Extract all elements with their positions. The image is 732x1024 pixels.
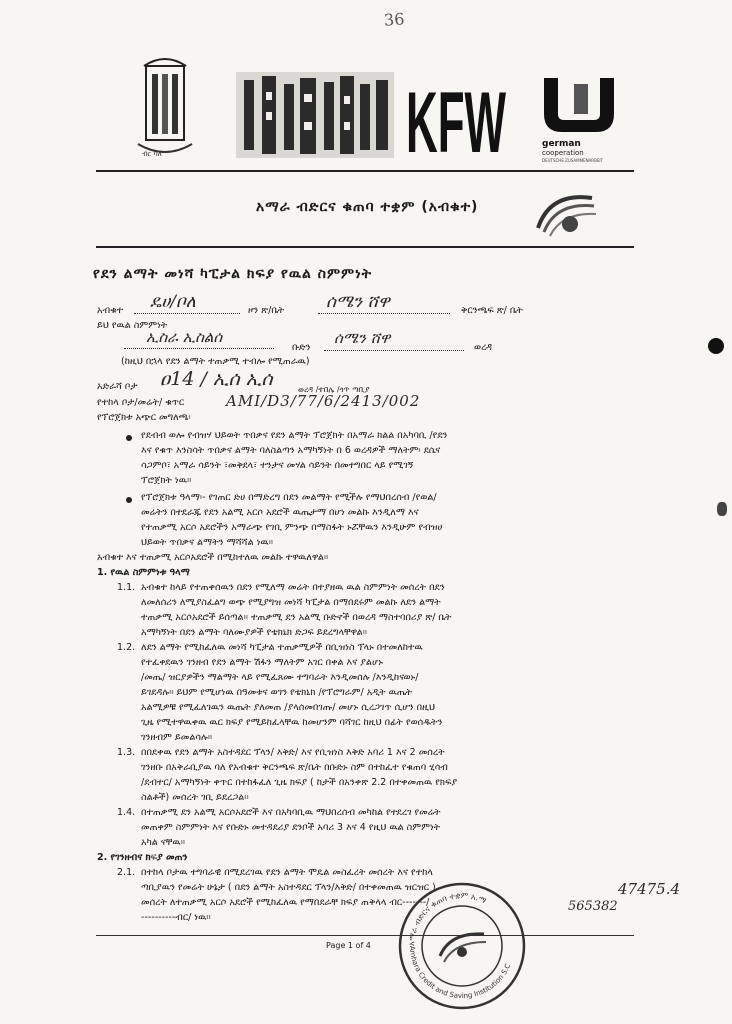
kfw-logo	[406, 70, 506, 160]
bullet1-line3: ሳጋምቦ፣ አማራ ሳይንት ፣መቅደላ፣ ተንታና መሃል ሳይንት በመተግበር ላይ የሚገኝ	[141, 460, 414, 471]
field-group-value: ሰሜን ሸዋ	[334, 329, 391, 347]
clause-line: /መጤ/ ዝርያዎችን ማልማት ላይ የሚፈጸሙ ተግባራት እንዲመሰሉ /እንዲከናወኑ/	[141, 672, 419, 683]
field-acsi-value: ዴሀ/ቦለ	[150, 292, 196, 312]
building-banner-logo	[236, 72, 394, 158]
page-label: Page 1 of 4	[326, 941, 371, 950]
bullet2-line2: መሬትን በተደራጁ የደን አልሚ አርሶ አደሮች ዉጤታማ በሆነ መልኩ እንዲለማ እና	[141, 507, 419, 518]
field-label-agreement: ይህ የዉል ስምምነት	[97, 320, 168, 331]
bullet1-line4: ፕሮጀክት ነዉ።	[141, 475, 192, 486]
clause-line: ለደን ልማት የሚከፈለዉ መነሻ ካፒታል ተጠቃሚዎች በቢዝነስ ፕላኑ በተመለከተዉ	[141, 642, 423, 653]
field-label-zone: ዞን ጽ/ቤት	[248, 305, 285, 316]
handwritten-amount: 47475.4	[618, 880, 681, 898]
svg-text:DEUTSCHE ZUSAMMENARBEIT: DEUTSCHE ZUSAMMENARBEIT	[542, 158, 603, 163]
bullet1-line2: እና የቁጥ እንስሳት ጥበቃና ልማት ባለስልጣን አማካኝነት በ 6 ወረዳዎች ማለትም፡ ደሴና	[141, 445, 441, 456]
svg-text:ብር ባለ: ብር ባለ	[142, 150, 162, 158]
official-seal-stamp	[396, 880, 528, 1012]
scan-artifact-mark	[708, 338, 724, 354]
clause-number: 2.1.	[117, 867, 136, 878]
clause-line: /ደብተር/ አማካኝነት ቀጥር በተከፋፈለ ጊዜ ክፍያ ( ከታች በአንቀጽ 2.2 በተቀመጠዉ የክፍያ	[141, 777, 458, 788]
footer-divider	[96, 935, 634, 936]
clause-line: ገንዘብም ይመልሳሉ።	[141, 732, 213, 743]
regional-emblem-logo	[134, 52, 196, 164]
field-address-sub: ወረዳ /ተበሌ /ጎጥ ጣቢያ	[298, 385, 370, 394]
clause-line: በበደቀዉ የደን ልማት አስተዳደር ፕላን/ እቅድ/ እና የቢዝነስ እቅድ አባሪ 1 እና 2 መሰረት	[141, 747, 445, 758]
clause-number: 1.3.	[117, 747, 136, 758]
clause-line: ጊዜ የሚተዋዉቀዉ ዉር ክፍያ የሚይከፈላቸዉ ከመሆንም ባሻገር ከዚህ በፊት የወሰዱትን	[141, 717, 443, 728]
clause-line: በተከላ ቦታዉ ተግባራዊ በሚደረገዉ የደን ልማት ሞዴል መስፈረት መሰረት እና የተከላ	[141, 867, 433, 878]
bullet-dot	[126, 435, 132, 441]
field-name-value: ኢስራ ኢስልሰ	[146, 328, 223, 346]
beneficiary-note: (ከዚህ በኋላ የደን ልማት ተጠቃሚ ተብሎ የሚጠራዉ)	[121, 356, 310, 367]
agreement-heading: የደን ልማት መነሻ ካፒታል ክፍያ የዉል ስምምነት	[93, 266, 373, 282]
clause-line: ለመለሰሪን ለሚያስፈልግ ወጭ የሚያግዝ መነሻ ካፒታል በማበደሩም መልኩ ለደን ልማት	[141, 597, 441, 608]
title-divider	[96, 246, 634, 248]
bullet2-line3: የተጠቃሚ አርሶ አደሮችን አማራጭ የገቢ ምንጭ በማስፋት ኑሯቸዉን እንዲሁም የብዝሀ	[141, 522, 443, 533]
clause-line: መጠቀም ስምምነት እና የቡድኑ መተዳደሪያ ደንቦች አባሪ 3 እና 4 የዚህ ዉል ስምምነት	[141, 822, 441, 833]
field-code-value: AMI/D3/77/6/2413/002	[226, 392, 421, 410]
svg-text:አማራ ብድርና ቁጠባ ተቋም አ.ማ: አማራ ብድርና ቁጠባ ተቋም አ.ማ	[406, 890, 488, 947]
bullet2-line1: የፕሮጀክቱ ዓላማ፡- የገጠር ድሀ በማድረግ በደን መልማት የሚችሉ የማህበረሰብ /የወል/	[141, 492, 437, 503]
page-number-mark: 36	[383, 9, 405, 30]
svg-text:KFW: KFW	[406, 75, 506, 160]
field-label-branch: ቅርንጫፍ ጽ/ ቤት	[461, 305, 523, 316]
bullet1-line1: የደብብ ወሎ የብዝሃ ህይወት ጥበቃና የደን ልማት ፕሮጀክት በአማራ ክልል በአካባቢ /የደን	[141, 430, 448, 441]
clause-line: አልሚዎቹ የሚፈለገዉን ዉጤት ያለመጠ /ያላሰመበገጡ/ መሆኑ ሲረጋገጥ ሲሆን በዚህ	[141, 702, 436, 713]
german-cooperation-logo	[540, 74, 618, 164]
section2-title: 2. የገንዘብና ክፍያ መጠን	[97, 852, 188, 863]
clause-line: አካል ናቸዉ።	[141, 837, 186, 848]
clause-line: ጣቢያዉን የመሬት ሁኔታ ( በደን ልማት አስተዳደር ፕላን/እቅድ/ በተቀመጠዉ ዝርዝር )	[141, 882, 436, 893]
svg-text:cooperation: cooperation	[542, 149, 584, 157]
scan-artifact-mark	[717, 502, 727, 516]
field-label-group: ቡድን	[292, 342, 311, 353]
field-label-address: አድራሻ ቦታ	[97, 381, 138, 392]
field-label-woreda: ወረዳ	[474, 342, 493, 353]
bullet2-line4: ህይወት ጥበቃና ልማትን ማሻሻል ነዉ።	[141, 537, 274, 548]
amount-blank[interactable]: ----------ብር/ ነዉ።	[141, 912, 211, 923]
clause-number: 1.2.	[117, 642, 136, 653]
acsi-logo	[530, 188, 600, 242]
field-label-code: የተከላ ቦታ/መሬት/ ቁጥር	[97, 397, 185, 408]
bullet-dot	[126, 497, 132, 503]
clause-number: 1.4.	[117, 807, 136, 818]
svg-text:german: german	[542, 139, 581, 149]
handwritten-amount-2: 565382	[568, 899, 618, 914]
field-zone-value: ሰሜን ሸዋ	[326, 292, 390, 312]
clause-line: ይገደዳሉ። ይህም የሚሆነዉ በዓመቱና ወገን የቴክኒክ /የፕሮግራም/ አዲት ዉጤት	[141, 687, 413, 698]
clause-number: 1.1.	[117, 582, 136, 593]
clause-line: ስልቶች) መሰረት ገቢ ይደረጋል።	[141, 792, 249, 803]
clause-line: አማካኝነት በደን ልማት ባለሙያዎች የቴክኒክ ድጋፍ ይደረግላቸዋል።	[141, 627, 368, 638]
clause-line: ተጠቃሚ አርሶአደሮች ይሰጣል። ተጠቃሚ ደን አልሚ ቡድኖች በወረዳ ማስተባበሪያ ጽ/ ቤት	[141, 612, 452, 623]
section1-title: 1. የዉል ስምምነቱ ዓላማ	[97, 567, 190, 578]
project-label: የፕሮጀክቱ አጭር መግለጫ፡	[97, 412, 191, 423]
clause-line: የተፈቀደዉን ገንዘብ የደን ልማት ሽፋን ማለትም አገር በቀል እና ያልሆኑ	[141, 657, 384, 668]
field-label-acsi: አብቁተ	[97, 305, 123, 316]
clause-line: ገንዘቡ በአቅራቢያዉ ባለ የአብቁተ ቅርንጫፍ ጽ/ቤት በቡድኑ ስም በተከፈተ የቁጠባ ሂሳብ	[141, 762, 448, 773]
intro-text: አብቁተ እና ተጠቃሚ አርሶአደሮች በሚከተለዉ መልኩ ተዋዉለዋል።	[97, 552, 329, 563]
svg-text:Amhara Credit and Saving Insti: Amhara Credit and Saving Institution S.C	[407, 945, 513, 1001]
header-divider	[96, 170, 634, 172]
clause-line: በተጠቃሚ ደን አልሚ አርሶአደሮች እና በአካባቢዉ ማህበረሰብ መካከል የተደረገ የመሬት	[141, 807, 441, 818]
clause-line: አብቁተ ከላይ የተጠቀሰዉን በደን የሚለማ መሬት በተያዘዉ ዉል ስምምነት መሰረት በደን	[141, 582, 445, 593]
field-address-value: ዐ14 / ኢሰ ኢሰ	[160, 368, 273, 390]
clause-line: መሰረት ለተጠቃሚ አርሶ አደሮች የሚከፈለዉ የማበደራቸ ክፍያ ጠቅላላ ብር-------/	[141, 897, 430, 908]
document-title: አማራ ብድርና ቁጠባ ተቋም (አብቁተ)	[256, 199, 479, 215]
